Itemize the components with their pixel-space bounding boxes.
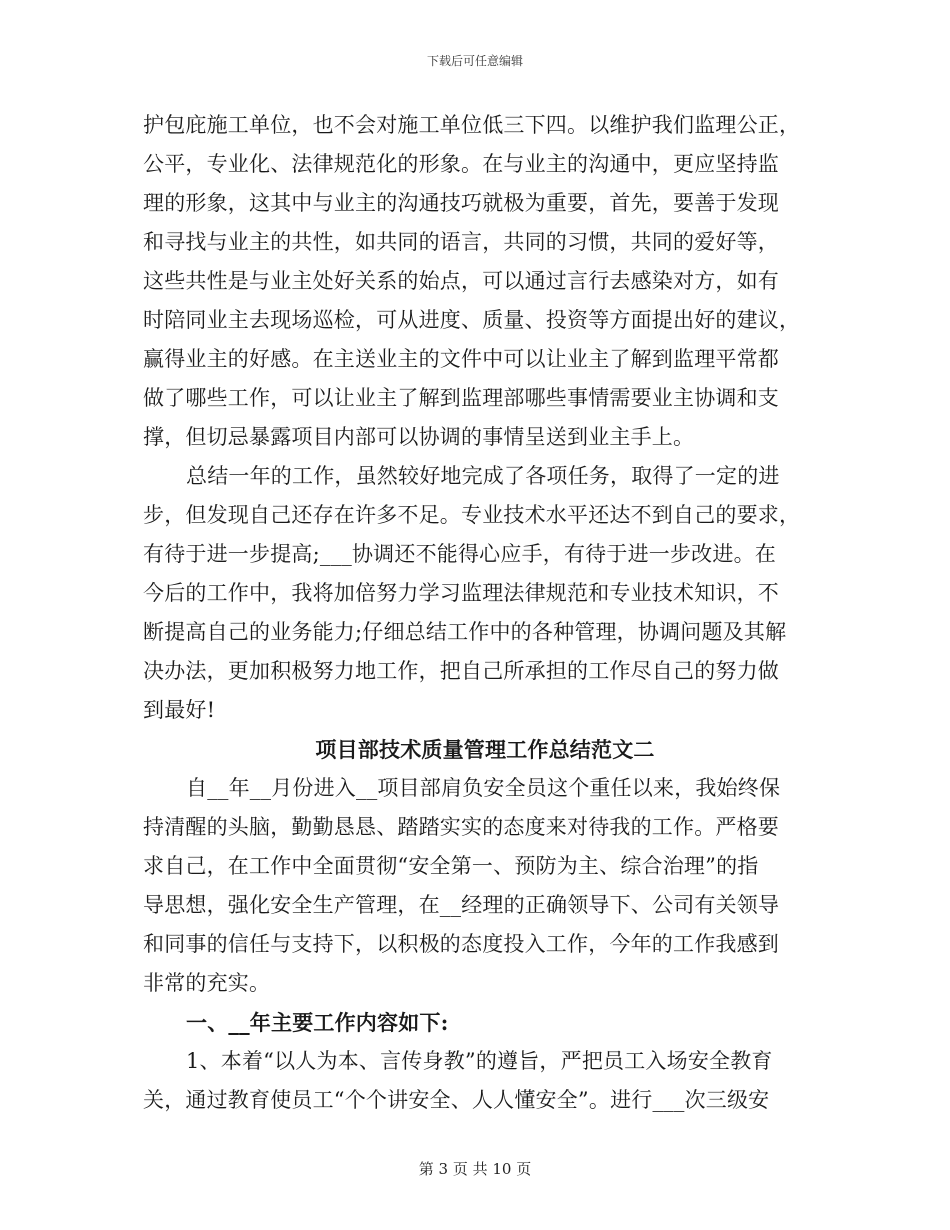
page-number: 第 3 页 共 10 页 (418, 1160, 532, 1178)
paragraph-start-line: 1、本着“以人为本、言传身教”的遵旨，严把员工入场安全教育 (186, 1049, 773, 1073)
text-line: 关，通过教育使员工“个个讲安全、人人懂安全”。进行___次三级安 (143, 1088, 770, 1112)
page-header: 下载后可任意编辑 (426, 54, 523, 68)
section-title: 项目部技术质量管理工作总结范文二 (315, 737, 655, 762)
text-line: 公平，专业化、法律规范化的形象。在与业主的沟通中，更应坚持监 (143, 152, 779, 176)
text-line: 决办法，更加积极努力地工作，把自己所承担的工作尽自己的努力做 (143, 659, 779, 683)
text-line: 今后的工作中，我将加倍努力学习监理法律规范和专业技术知识，不 (143, 581, 779, 605)
text-line: 到最好! (143, 698, 216, 722)
text-line: 有待于进一步提高;___协调还不能得心应手，有待于进一步改进。在 (143, 542, 776, 566)
text-line: 和同事的信任与支持下，以积极的态度投入工作，今年的工作我感到 (143, 932, 779, 956)
text-line: 理的形象，这其中与业主的沟通技巧就极为重要，首先，要善于发现 (143, 191, 779, 215)
text-line: 做了哪些工作，可以让业主了解到监理部哪些事情需要业主协调和支 (143, 386, 779, 410)
document-body (143, 106, 807, 1120)
text-line: 导思想，强化安全生产管理，在__经理的正确领导下、公司有关领导 (143, 893, 780, 917)
text-line: 赢得业主的好感。在主送业主的文件中可以让业主了解到监理平常都 (143, 347, 779, 371)
text-line: 持清醒的头脑，勤勤恳恳、踏踏实实的态度来对待我的工作。严格要 (143, 815, 779, 839)
text-line: 和寻找与业主的共性，如共同的语言，共同的习惯，共同的爱好等， (143, 230, 779, 254)
text-line: 时陪同业主去现场巡检，可从进度、质量、投资等方面提出好的建议， (143, 308, 801, 332)
text-line: 步，但发现自己还存在许多不足。专业技术水平还达不到自己的要求， (143, 503, 801, 527)
paragraph-start-line: 总结一年的工作，虽然较好地完成了各项任务，取得了一定的进 (186, 464, 780, 488)
text-line: 断提高自己的业务能力;仔细总结工作中的各种管理，协调问题及其解 (143, 620, 787, 644)
text-line: 求自己，在工作中全面贯彻“安全第一、预防为主、综合治理”的指 (143, 854, 759, 878)
text-line: 非常的充实。 (143, 971, 271, 995)
text-line: 护包庇施工单位，也不会对施工单位低三下四。以维护我们监理公正， (143, 113, 801, 137)
text-line: 撑，但切忌暴露项目内部可以协调的事情呈送到业主手上。 (143, 425, 695, 449)
subsection-heading: 一、__年主要工作内容如下: (186, 1010, 449, 1035)
paragraph-start-line: 自__年__月份进入__项目部肩负安全员这个重任以来，我始终保 (186, 776, 781, 800)
text-line: 这些共性是与业主处好关系的始点，可以通过言行去感染对方，如有 (143, 269, 779, 293)
